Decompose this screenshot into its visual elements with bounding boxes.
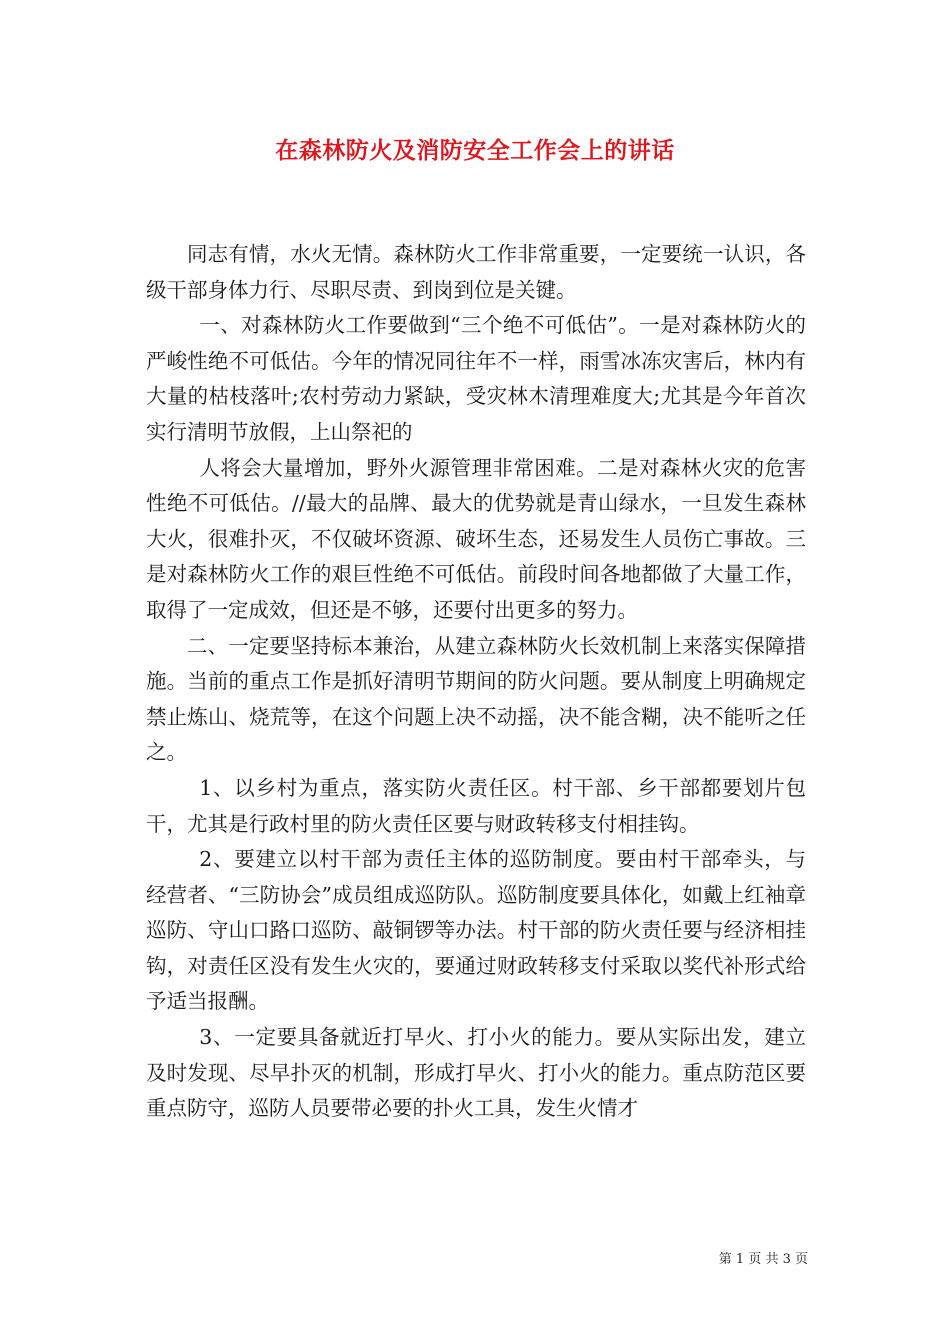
paragraph-item-1: 1、以乡村为重点，落实防火责任区。村干部、乡干部都要划片包干，尤其是行政村里的防火责任区要与财政转移支付相挂钩。: [146, 775, 806, 836]
paragraph-section-2: 二、一定要坚持标本兼治，从建立森林防火长效机制上来落实保障措施。当前的重点工作是抓好清明节期间的防火问题。要从制度上明确规定禁止炼山、烧荒等，在这个问题上决不动摇，决不能含糊，决不能听之任之。: [146, 633, 806, 765]
document-body: [146, 237, 806, 1127]
paragraph-item-3: 3、一定要具备就近打早火、打小火的能力。要从实际出发，建立及时发现、尽早扑灭的机制，形成打早火、打小火的能力。重点防范区要重点防守，巡防人员要带必要的扑火工具，发生火情才: [146, 1025, 806, 1121]
paragraph-section-1-cont: 人将会大量增加，野外火源管理非常困难。二是对森林火灾的危害性绝不可低估。//最大的品牌、最大的优势就是青山绿水，一旦发生森林大火，很难扑灭，不仅破坏资源、破坏生态，还易发生人员伤亡事故。三是对森林防火工作的艰巨性绝不可低估。前段时间各地都做了大量工作，取得了一定成效，但还是不够，还要付出更多的努力。: [146, 455, 806, 622]
paragraph-item-2: 2、要建立以村干部为责任主体的巡防制度。要由村干部牵头，与经营者、“三防协会”成员组成巡防队。巡防制度要具体化，如戴上红袖章巡防、守山口路口巡防、敲铜锣等办法。村干部的防火责任要与经济相挂钩，对责任区没有发生火灾的，要通过财政转移支付采取以奖代补形式给予适当报酬。: [146, 847, 806, 1014]
page-number-footer: 第 1 页 共 3 页: [718, 1252, 808, 1267]
paragraph-section-1: 一、对森林防火工作要做到“三个绝不可低估”。一是对森林防火的严峻性绝不可低估。今年的情况同往年不一样，雨雪冰冻灾害后，林内有大量的枯枝落叶;农村劳动力紧缺，受灾林木清理难度大;尤其是今年首次实行清明节放假，上山祭祀的: [146, 313, 806, 444]
paragraph-intro: 同志有情，水火无情。森林防火工作非常重要，一定要统一认识，各级干部身体力行、尽职尽责、到岗到位是关键。: [146, 242, 806, 302]
page-title: 在森林防火及消防安全工作会上的讲话: [275, 138, 675, 164]
